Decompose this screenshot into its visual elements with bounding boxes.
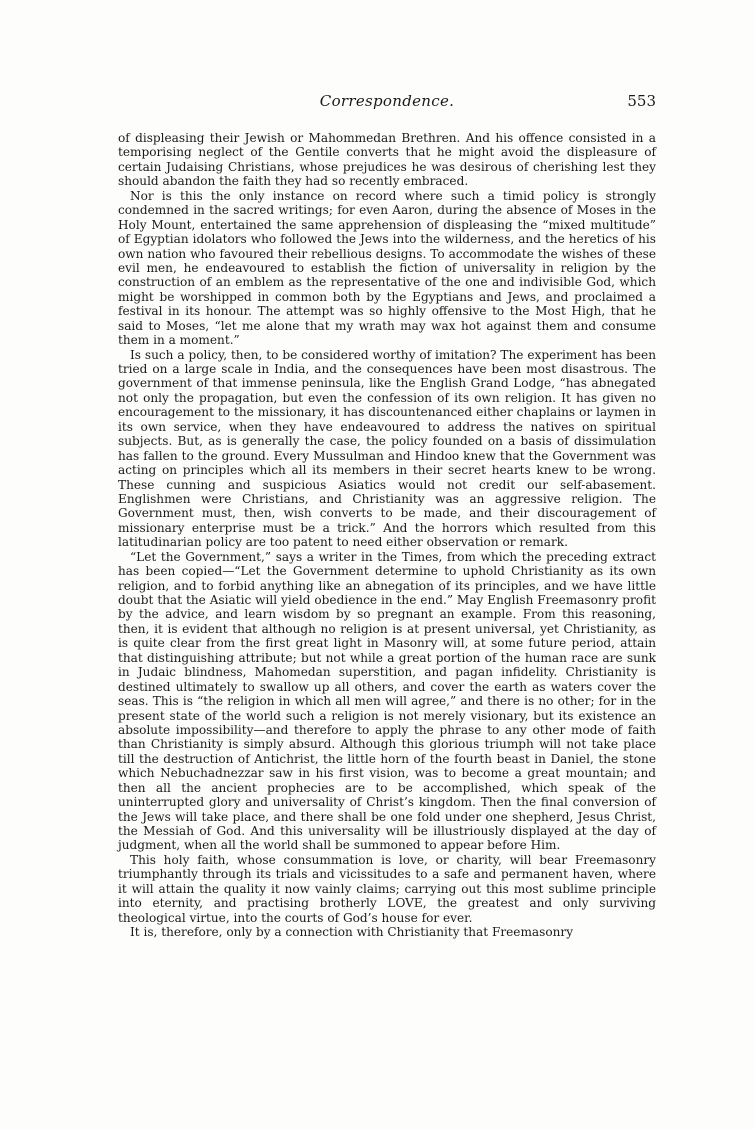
paragraph: of displeasing their Jewish or Mahommedan Brethren. And his offence consisted in a temporising neglect of the Gentile converts that he might avoid the displeasure of certain Judaising Christians, whose prejudices he was desirous of cherishing lest they should abandon the faith they had so recently embraced.	[118, 131, 656, 189]
running-head	[118, 92, 656, 114]
running-title: Correspondence.	[319, 92, 455, 110]
paragraph: Nor is this the only instance on record where such a timid policy is strongly condemned in the sacred writings; for even Aaron, during the absence of Moses in the Holy Mount, entertained the same apprehension of displeasing the “mixed multitude” of Egyptian idolators who followed the Jews into the wilderness, and the heretics of his own nation who favoured their rebellious designs. To accommodate the wishes of these evil men, he endeavoured to establish the fiction of universality in religion by the construction of an emblem as the representative of the one and indivisible God, which might be worshipped in common both by the Egyptians and Jews, and proclaimed a festival in its honour. The attempt was so highly offensive to the Most High, that he said to Moses, “let me alone that my wrath may wax hot against them and consume them in a moment.”	[118, 188, 656, 348]
paragraph: Is such a policy, then, to be considered worthy of imitation? The experiment has been tried on a large scale in India, and the consequences have been most disastrous. The government of that immense peninsula, like the English Grand Lodge, “has abnegated not only the propagation, but even the confession of its own religion. It has given no encouragement to the missionary, it has discountenanced either chaplains or laymen in its own service, when they have endeavoured to address the natives on spiritual subjects. But, as is generally the case, the policy founded on a basis of dissimulation has fallen to the ground. Every Mussulman and Hindoo knew that the Government was acting on principles which all its members in their secret hearts knew to be wrong. These cunning and suspicious Asiatics would not credit our self-abasement. Englishmen were Christians, and Christianity was an aggressive religion. The Government must, then, wish converts to be made, and their discouragement of missionary enterprise must be a trick.” And the horrors which resulted from this latitudinarian policy are too patent to need either observation or remark.	[118, 347, 656, 550]
paragraph: “Let the Government,” says a writer in the Times, from which the preceding extract has been copied—“Let the Government determine to uphold Christianity as its own religion, and to forbid anything like an abnegation of its principles, and we have little doubt that the Asiatic will yield obedience in the end.” May English Freemasonry profit by the advice, and learn wisdom by so pregnant an example. From this reasoning, then, it is evident that although no religion is at present universal, yet Christianity, as is quite clear from the first great light in Masonry will, at some future period, attain that distinguishing attribute; but not while a great portion of the human race are sunk in Judaic blindness, Mahomedan superstition, and pagan infidelity. Christianity is destined ultimately to swallow up all others, and cover the earth as waters cover the seas. This is “the religion in which all men will agree,” and there is no other; for in the present state of the world such a religion is not merely visionary, but its existence an absolute impossibility—and therefore to apply the phrase to any other mode of faith than Christianity is simply absurd. Although this glorious triumph will not take place till the destruction of Antichrist, the little horn of the fourth beast in Daniel, the stone which Nebuchadnezzar saw in his first vision, was to become a great mountain; and then all the ancient prophecies are to be accomplished, which speak of the uninterrupted glory and universality of Christ’s kingdom. Then the final conversion of the Jews will take place, and there shall be one fold under one shepherd, Jesus Christ, the Messiah of God. And this universality will be illustriously displayed at the day of judgment, when all the world shall be summoned to appear before Him.	[118, 549, 656, 853]
article-body	[118, 131, 656, 940]
paragraph: It is, therefore, only by a connection with Christianity that Freemasonry	[130, 925, 574, 940]
paragraph: This holy faith, whose consummation is love, or charity, will bear Freemasonry triumphantly through its trials and vicissitudes to a safe and permanent haven, where it will attain the quality it now vainly claims; carrying out this most sublime principle into eternity, and practising brotherly LOVE, the greatest and only surviving theological virtue, into the courts of God’s house for ever.	[118, 852, 656, 925]
page-number: 553	[627, 92, 656, 110]
